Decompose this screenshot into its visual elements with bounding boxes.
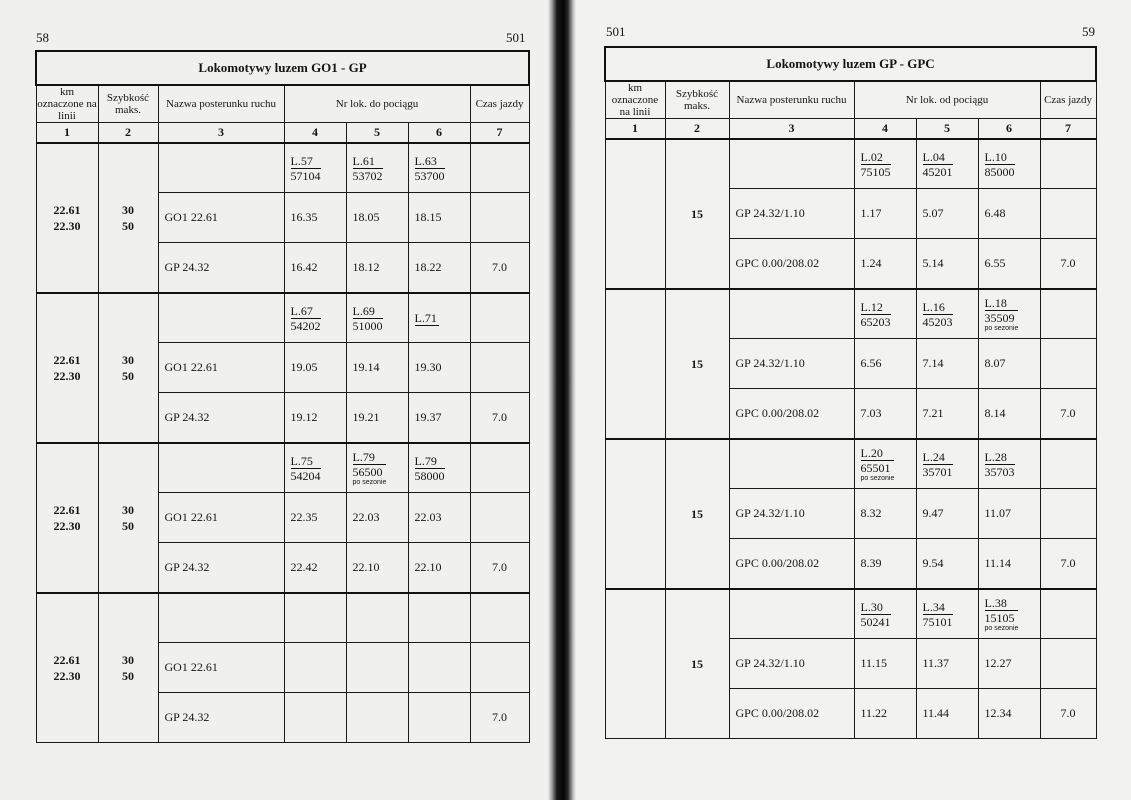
loco-number: L.02 [861,150,891,165]
loco-row [605,439,1096,489]
travel-time-empty [470,343,529,393]
header-speed: Szybkość maks. [665,81,729,119]
train-number: 65501 [860,460,891,475]
column-number: 1 [605,119,665,139]
column-number: 5 [916,119,978,139]
loco-number: L.63 [415,154,445,169]
travel-time-empty [1040,339,1096,389]
column-number: 7 [1040,119,1096,139]
time-value: 6.48 [978,189,1040,239]
train-number: 58000 [414,468,445,483]
time-value: 18.22 [408,243,470,293]
time-value: 22.42 [284,543,346,593]
time-value: 12.34 [978,689,1040,739]
time-cell-empty [470,593,529,643]
header-time: Czas jazdy [1040,81,1096,119]
km-value: 22.61 [53,352,81,367]
speed-cell [665,589,729,739]
km-cell [605,589,665,739]
speed-cell [98,443,158,593]
station-name: GPC 0.00/208.02 [729,239,854,289]
loco-number: L.28 [985,450,1015,465]
speed-value: 50 [122,668,134,683]
loco-fraction [861,444,895,483]
time-value: 6.56 [854,339,916,389]
station-name: GPC 0.00/208.02 [729,389,854,439]
timetable-left [35,50,530,743]
column-number: 4 [854,119,916,139]
train-number: 75105 [860,164,891,179]
loco-fraction [923,148,953,179]
column-number: 2 [98,123,158,143]
station-cell-empty [158,443,284,493]
km-value: 22.61 [53,202,81,217]
km-cell [36,443,98,593]
season-note: po sezonie [860,474,895,482]
table-title: Lokomotywy luzem GO1 - GP [36,51,529,85]
speed-value: 15 [691,206,703,221]
time-value: 22.03 [346,493,408,543]
station-name: GPC 0.00/208.02 [729,689,854,739]
time-value: 8.32 [854,489,916,539]
km-cell [605,139,665,289]
column-number: 3 [158,123,284,143]
loco-fraction [415,309,439,326]
train-number: 85000 [984,164,1015,179]
time-value: 8.39 [854,539,916,589]
speed-value: 30 [122,352,134,367]
loco-number: L.75 [291,454,321,469]
loco-number: L.10 [985,150,1015,165]
time-cell-empty [1040,289,1096,339]
column-number: 4 [284,123,346,143]
station-name: GPC 0.00/208.02 [729,539,854,589]
header-station: Nazwa posterunku ruchu [158,85,284,123]
time-value: 19.37 [408,393,470,443]
station-name: GP 24.32/1.10 [729,339,854,389]
station-name: GP 24.32 [158,543,284,593]
column-number: 7 [470,123,529,143]
time-value [346,643,408,693]
loco-cell [346,293,408,343]
loco-number: L.61 [353,154,383,169]
loco-cell [284,143,346,193]
time-value [346,693,408,743]
travel-time-empty [470,643,529,693]
loco-cell [346,593,408,643]
travel-time: 7.0 [1040,539,1096,589]
loco-cell [916,439,978,489]
season-note: po sezonie [352,478,387,486]
loco-fraction [415,152,445,183]
loco-fraction [985,448,1015,479]
loco-cell [284,293,346,343]
time-cell-empty [470,443,529,493]
time-value: 9.54 [916,539,978,589]
travel-time: 7.0 [470,543,529,593]
speed-value: 30 [122,202,134,217]
station-name: GP 24.32 [158,393,284,443]
speed-value: 50 [122,518,134,533]
season-note: po sezonie [984,324,1019,332]
loco-fraction [985,148,1015,179]
loco-fraction [985,294,1019,333]
table-title: Lokomotywy luzem GP - GPC [605,47,1096,81]
speed-value: 50 [122,218,134,233]
header-loco: Nr lok. do pociągu [284,85,470,123]
loco-row [605,139,1096,189]
time-cell-empty [470,293,529,343]
loco-number: L.57 [291,154,321,169]
column-number: 3 [729,119,854,139]
column-number: 6 [978,119,1040,139]
time-value: 7.21 [916,389,978,439]
station-name: GP 24.32/1.10 [729,189,854,239]
loco-fraction [861,598,891,629]
loco-fraction [985,594,1019,633]
loco-number: L.67 [291,304,321,319]
header-km: km oznaczone na linii [605,81,665,119]
loco-cell [408,593,470,643]
time-cell-empty [1040,139,1096,189]
time-value: 18.15 [408,193,470,243]
time-value: 18.05 [346,193,408,243]
loco-number: L.12 [861,300,891,315]
station-name: GP 24.32/1.10 [729,489,854,539]
column-number: 2 [665,119,729,139]
travel-time-empty [1040,639,1096,689]
speed-cell [665,289,729,439]
train-number: 35703 [984,464,1015,479]
time-value: 19.12 [284,393,346,443]
km-cell [36,293,98,443]
loco-row [36,143,529,193]
km-value: 22.30 [53,218,81,233]
km-value: 22.30 [53,368,81,383]
station-cell-empty [158,593,284,643]
train-number: 53702 [352,168,383,183]
line-number-right: 501 [606,24,626,39]
loco-cell [978,289,1040,339]
km-cell [36,143,98,293]
travel-time-empty [470,493,529,543]
loco-number: L.79 [415,454,445,469]
time-value [408,643,470,693]
loco-cell [978,439,1040,489]
km-cell [36,593,98,743]
train-number: 54204 [290,468,321,483]
time-value: 8.07 [978,339,1040,389]
station-cell-empty [729,139,854,189]
loco-row [605,589,1096,639]
time-value: 19.21 [346,393,408,443]
time-cell-empty [470,143,529,193]
header-km: km oznaczone na linii [37,86,97,122]
km-value: 22.61 [53,502,81,517]
speed-cell [98,593,158,743]
loco-cell [284,443,346,493]
header-time: Czas jazdy [470,85,529,123]
loco-fraction [353,448,387,487]
time-value: 7.14 [916,339,978,389]
loco-cell [284,593,346,643]
loco-number: L.34 [923,600,953,615]
time-value: 18.12 [346,243,408,293]
header-speed: Szybkość maks. [98,85,158,123]
station-name: GO1 22.61 [158,643,284,693]
station-name: GP 24.32 [158,243,284,293]
train-number: 75101 [922,614,953,629]
loco-fraction [861,298,891,329]
time-value [284,643,346,693]
time-value: 22.35 [284,493,346,543]
time-value: 8.14 [978,389,1040,439]
loco-cell [854,289,916,339]
loco-cell [346,143,408,193]
km-cell [605,289,665,439]
km-value: 22.61 [53,652,81,667]
time-cell-empty [1040,439,1096,489]
station-name: GO1 22.61 [158,493,284,543]
station-name: GO1 22.61 [158,343,284,393]
loco-cell [408,293,470,343]
train-number: 54202 [290,318,321,333]
speed-cell [665,439,729,589]
loco-row [36,443,529,493]
loco-fraction [291,302,321,333]
speed-cell [98,143,158,293]
train-number: 53700 [414,168,445,183]
page-number-right: 59 [1082,24,1095,39]
line-number-left: 501 [506,30,526,45]
time-value: 12.27 [978,639,1040,689]
time-cell-empty [1040,589,1096,639]
travel-time: 7.0 [470,693,529,743]
train-number: 35701 [922,464,953,479]
travel-time-empty [1040,189,1096,239]
time-value: 5.07 [916,189,978,239]
time-value [284,693,346,743]
time-value: 7.03 [854,389,916,439]
column-number: 5 [346,123,408,143]
time-value: 11.22 [854,689,916,739]
speed-value: 30 [122,652,134,667]
train-number: 65203 [860,314,891,329]
loco-row [605,289,1096,339]
loco-number: L.18 [985,296,1019,311]
column-number: 1 [36,123,98,143]
time-value: 11.44 [916,689,978,739]
km-cell [605,439,665,589]
station-cell-empty [158,293,284,343]
station-cell-empty [729,589,854,639]
travel-time: 7.0 [1040,689,1096,739]
speed-cell [98,293,158,443]
loco-fraction [291,152,321,183]
loco-number: L.20 [861,446,895,461]
station-name: GP 24.32 [158,693,284,743]
time-value: 19.14 [346,343,408,393]
loco-cell [408,443,470,493]
time-value: 22.10 [346,543,408,593]
loco-number: L.38 [985,596,1019,611]
time-value [408,693,470,743]
loco-cell [854,439,916,489]
time-value: 11.15 [854,639,916,689]
time-value: 16.42 [284,243,346,293]
loco-fraction [415,452,445,483]
loco-cell [854,589,916,639]
header-loco: Nr lok. od pociągu [854,81,1040,119]
loco-cell [978,139,1040,189]
loco-cell [916,289,978,339]
loco-fraction [291,452,321,483]
column-number: 6 [408,123,470,143]
loco-fraction [923,598,953,629]
km-value: 22.30 [53,668,81,683]
loco-fraction [353,302,383,333]
loco-cell [408,143,470,193]
train-number: 45201 [922,164,953,179]
travel-time: 7.0 [470,243,529,293]
loco-row [36,293,529,343]
time-value: 11.14 [978,539,1040,589]
time-value: 19.05 [284,343,346,393]
time-value: 6.55 [978,239,1040,289]
station-cell-empty [729,439,854,489]
loco-cell [916,139,978,189]
time-value: 16.35 [284,193,346,243]
train-number: 50241 [860,614,891,629]
loco-number: L.69 [353,304,383,319]
train-number: 56500 [352,464,383,479]
time-value: 19.30 [408,343,470,393]
speed-value: 15 [691,656,703,671]
loco-number: L.79 [353,450,387,465]
loco-cell [978,589,1040,639]
time-value: 22.03 [408,493,470,543]
loco-fraction [353,152,383,183]
header-station: Nazwa posterunku ruchu [729,81,854,119]
station-name: GP 24.32/1.10 [729,639,854,689]
time-value: 11.37 [916,639,978,689]
travel-time-empty [470,193,529,243]
speed-value: 15 [691,356,703,371]
loco-cell [916,589,978,639]
loco-fraction [923,448,953,479]
train-number: 57104 [290,168,321,183]
speed-value: 15 [691,506,703,521]
book-gutter [548,0,576,800]
loco-fraction [923,298,953,329]
train-number: 45203 [922,314,953,329]
loco-cell [854,139,916,189]
travel-time: 7.0 [1040,389,1096,439]
loco-number: L.71 [414,311,437,326]
train-number: 15105 [984,610,1015,625]
station-cell-empty [729,289,854,339]
train-number: 35509 [984,310,1015,325]
travel-time: 7.0 [470,393,529,443]
time-value: 9.47 [916,489,978,539]
loco-number: L.24 [923,450,953,465]
loco-number: L.30 [861,600,891,615]
timetable-right [604,46,1097,739]
travel-time: 7.0 [1040,239,1096,289]
time-value: 1.17 [854,189,916,239]
page-number-left: 58 [36,30,49,45]
time-value: 11.07 [978,489,1040,539]
time-value: 5.14 [916,239,978,289]
loco-row [36,593,529,643]
loco-fraction [861,148,891,179]
time-value: 1.24 [854,239,916,289]
loco-number: L.16 [923,300,953,315]
loco-cell [346,443,408,493]
travel-time-empty [1040,489,1096,539]
km-value: 22.30 [53,518,81,533]
loco-number: L.04 [923,150,953,165]
speed-cell [665,139,729,289]
station-cell-empty [158,143,284,193]
season-note: po sezonie [984,624,1019,632]
speed-value: 30 [122,502,134,517]
train-number: 51000 [352,318,383,333]
time-value: 22.10 [408,543,470,593]
speed-value: 50 [122,368,134,383]
station-name: GO1 22.61 [158,193,284,243]
